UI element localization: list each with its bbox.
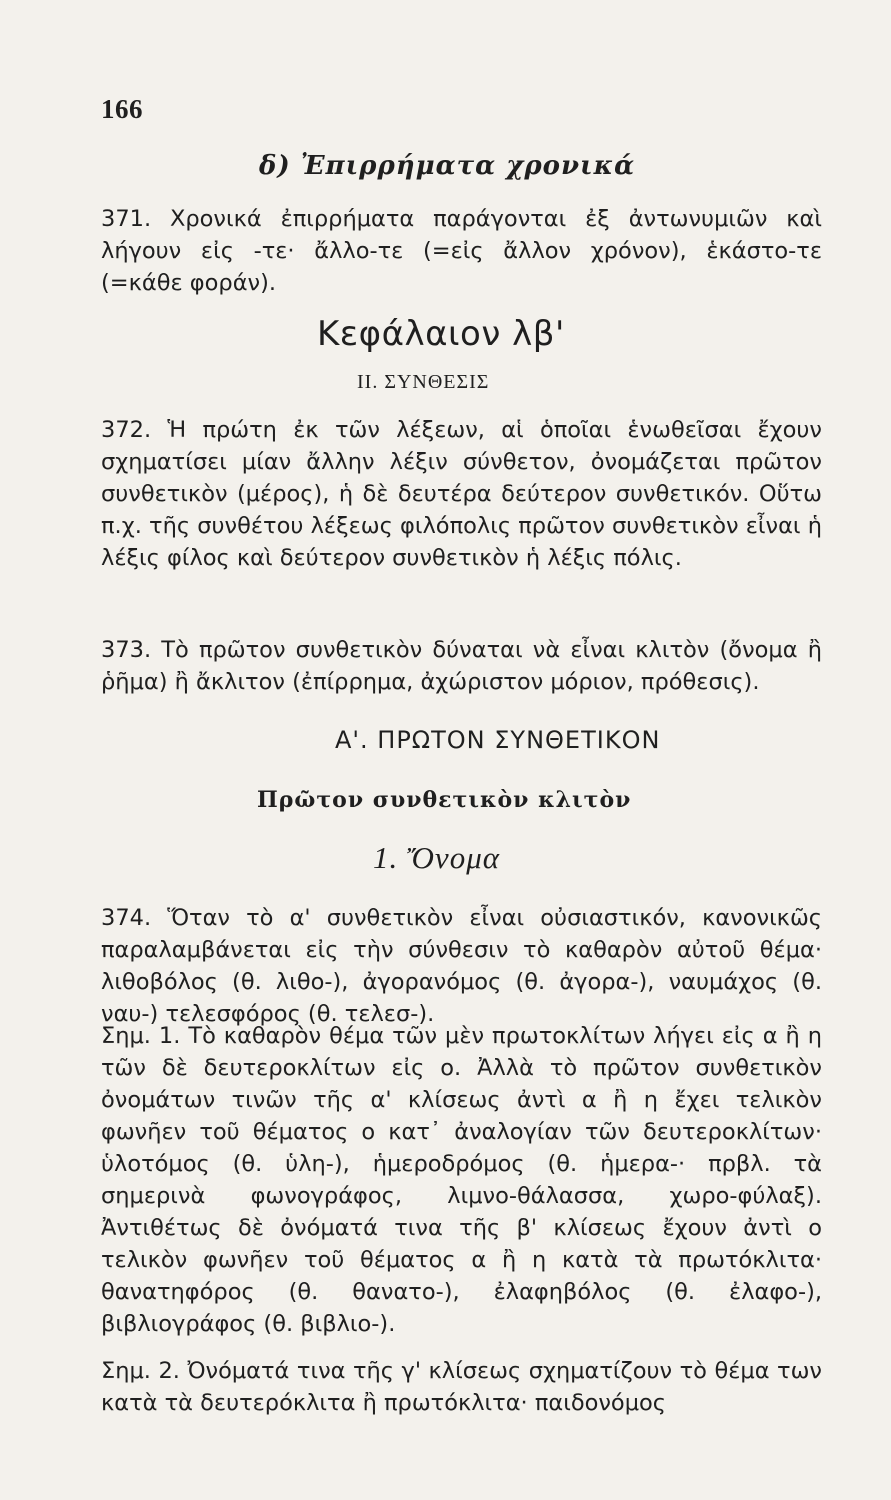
subsection-title: Α'. ΠΡΩΤΟΝ ΣΥΝΘΕΤΙΚΟΝ	[335, 726, 661, 754]
part-title: ΙΙ. ΣΥΝΘΕΣΙΣ	[357, 371, 490, 393]
noun-title: 1. Ὄνομα	[373, 840, 501, 875]
paragraph-371: 371. Χρονικά ἐπιρρήματα παράγονται ἐξ ἀντωνυμιῶν καὶ λήγουν εἰς -τε· ἄλλο-τε (=εἰς ἄλλον χρόνον), ἑκάστο-τε (=κάθε φοράν).	[101, 206, 822, 296]
page-number: 166	[101, 94, 143, 124]
paragraph-373: 373. Τὸ πρῶτον συνθετικὸν δύναται νὰ εἶναι κλιτὸν (ὄνομα ἢ ῥῆμα) ἢ ἄκλιτον (ἐπίρρημα, ἀχώριστον μόριον, πρόθεσις).	[101, 637, 822, 695]
subsubsection-title: Πρῶτον συνθετικὸν κλιτὸν	[257, 787, 632, 813]
paragraph-374: 374. Ὅταν τὸ α' συνθετικὸν εἶναι οὐσιαστικόν, κανονικῶς παραλαμβάνεται εἰς τὴν σύνθεσιν τὸ καθαρὸν αὐτοῦ θέμα· λιθοβόλος (θ. λιθο-), ἀγορανόμος (θ. ἀγορα-), ναυμάχος (θ. ναυ-) τελεσφόρος (θ. τελεσ-).	[101, 905, 822, 1027]
chapter-title: Κεφάλαιον λβ'	[317, 314, 565, 354]
paragraph-374-note-1: Σημ. 1. Τὸ καθαρὸν θέμα τῶν μὲν πρωτοκλίτων λήγει εἰς α ἢ η τῶν δὲ δευτεροκλίτων εἰς ο. Ἀλλὰ τὸ πρῶτον συνθετικὸν ὀνομάτων τινῶν τῆς α' κλίσεως ἀντὶ α ἢ η ἔχει τελικὸν φωνῆεν τοῦ θέματος ο κατ᾽ ἀναλογίαν τῶν δευτεροκλίτων· ὑλοτόμος (θ. ὑλη-), ἡμεροδρόμος (θ. ἡμερα-· πρβλ. τὰ σημερινὰ φωνογράφος, λιμνο-θάλασσα, χωρο-φύλαξ). Ἀντιθέτως δὲ ὀνόματά τινα τῆς β' κλίσεως ἔχουν ἀντὶ ο τελικὸν φωνῆεν τοῦ θέματος α ἢ η κατὰ τὰ πρωτόκλιτα· θανατηφόρος (θ. θανατο-), ἐλαφηβόλος (θ. ἐλαφο-), βιβλιογράφος (θ. βιβλιο-).	[101, 1023, 822, 1337]
paragraph-372: 372. Ἡ πρώτη ἐκ τῶν λέξεων, αἱ ὁποῖαι ἑνωθεῖσαι ἔχουν σχηματίσει μίαν ἄλλην λέξιν σύνθετον, ὀνομάζεται πρῶτον συνθετικὸν (μέρος), ἡ δὲ δευτέρα δεύτερον συνθετικόν. Οὕτω π.χ. τῆς συνθέτου λέξεως φιλόπολις πρῶτον συνθετικὸν εἶναι ἡ λέξις φίλος καὶ δεύτερον συνθετικὸν ἡ λέξις πόλις.	[101, 417, 822, 571]
section-heading: δ) Ἐπιρρήματα χρονικά	[259, 151, 636, 181]
paragraph-374-note-2: Σημ. 2. Ὀνόματά τινα τῆς γ' κλίσεως σχηματίζουν τὸ θέμα των κατὰ τὰ δευτερόκλιτα ἢ πρωτόκλιτα· παιδονόμος	[101, 1358, 822, 1416]
